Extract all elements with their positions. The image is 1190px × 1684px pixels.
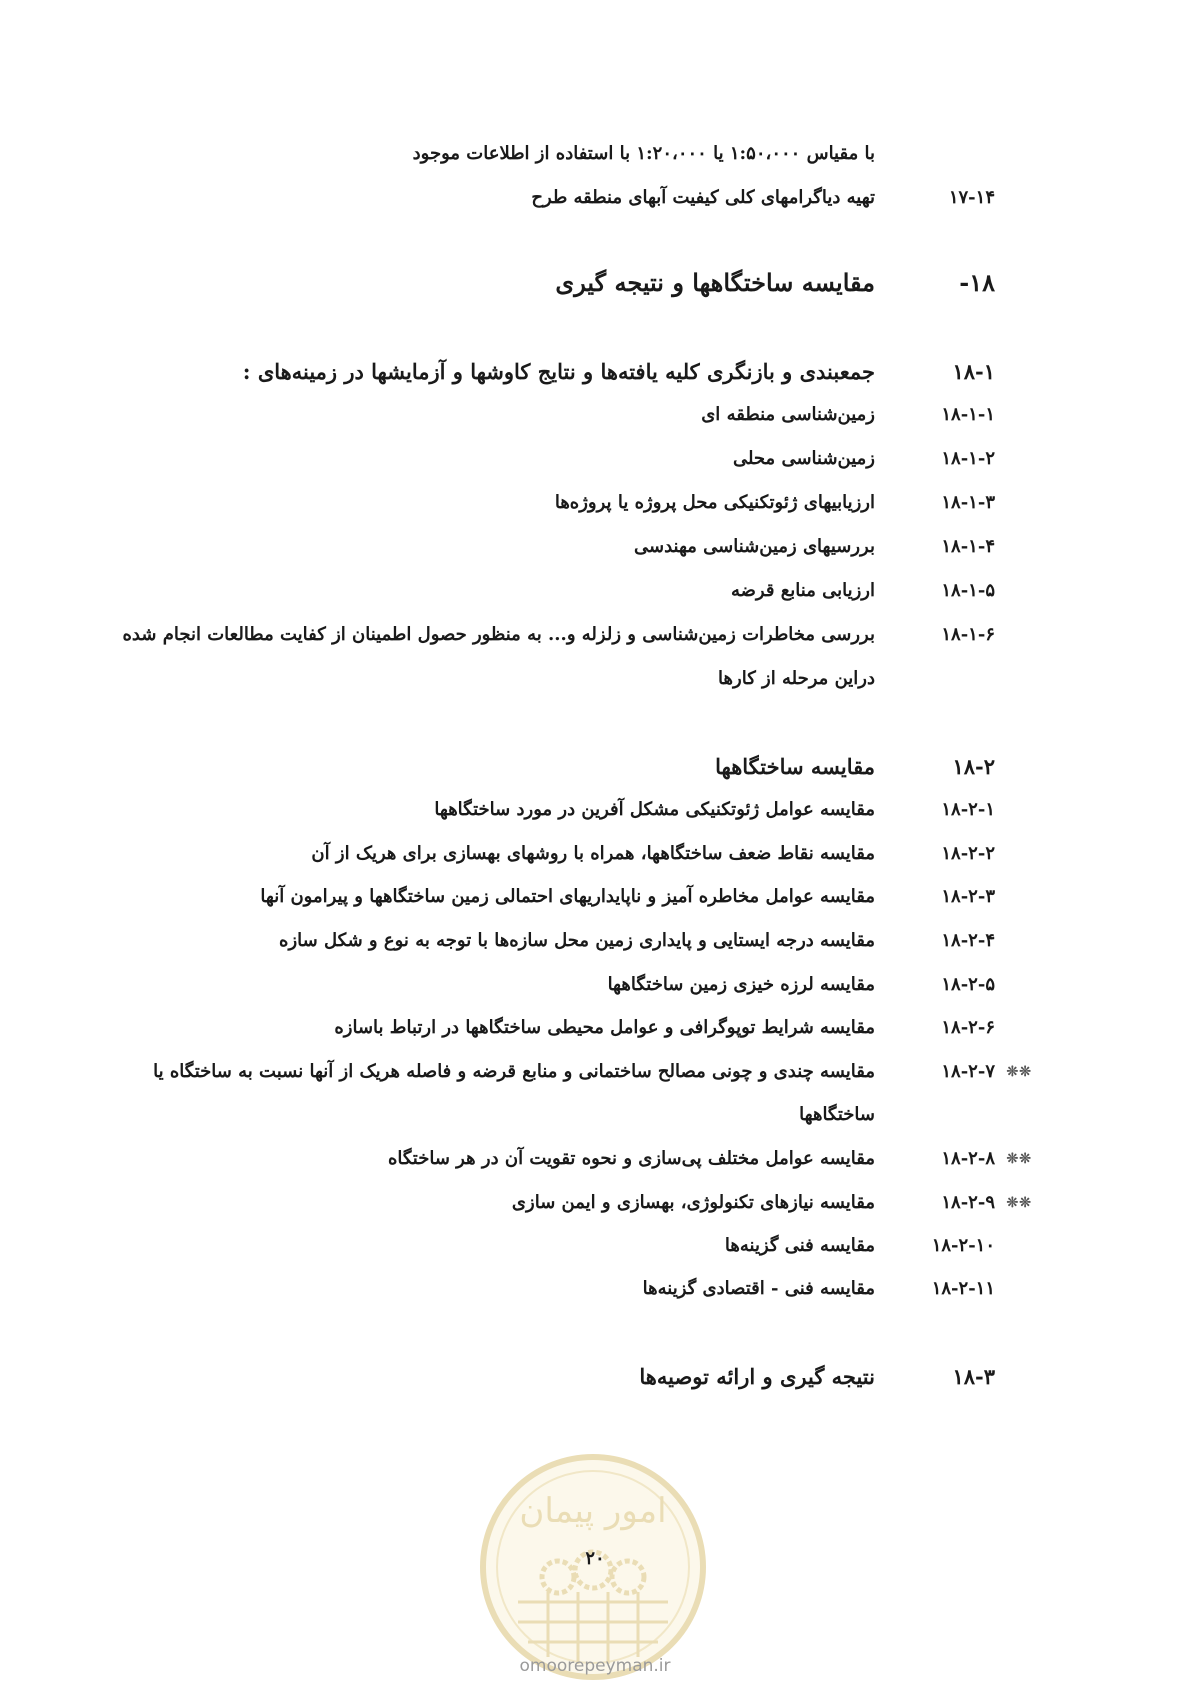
list-item [0,574,1190,608]
item-number: ۱۸-۱-۵ [941,580,995,601]
item-text: مقایسه نقاط ضعف ساختگاهها، همراه با روشهای بهسازی برای هریک از آن [311,843,875,864]
list-item [0,793,1190,827]
list-item [0,1229,1190,1263]
item-number: ۱۸-۱-۱ [941,404,995,425]
item-text: مقایسه فنی گزینه‌ها [724,1235,875,1256]
svg-text:امور پیمان: امور پیمان [519,1491,667,1531]
list-item [0,1186,1190,1220]
section-number: ۱۸- [959,268,995,297]
list-item [0,1055,1190,1089]
item-number: ۱۸-۲-۱ [941,799,995,820]
list-item-continuation [0,1098,1190,1132]
item-text: مقایسه شرایط توپوگرافی و عوامل محیطی ساختگاهها در ارتباط باسازه [334,1017,875,1038]
item-number: ۱۸-۱-۶ [941,624,995,645]
item-number: ۱۷-۱۴ [948,187,995,208]
item-text: بررسیهای زمین‌شناسی مهندسی [633,536,875,557]
page-number: ۲۰ [585,1548,605,1569]
list-item [0,880,1190,914]
list-item [0,181,1190,215]
item-text: مقایسه عوامل ژئوتکنیکی مشکل آفرین در مورد ساختگاهها [434,799,875,820]
subsection-heading [0,355,1190,389]
list-item [0,968,1190,1002]
item-number: ۱۸-۲-۷ [941,1061,995,1082]
list-item-continuation [0,662,1190,696]
item-number: ۱۸-۲-۵ [941,974,995,995]
item-text: مقایسه عوامل مختلف پی‌سازی و نحوه تقویت آن در هر ساختگاه [387,1148,875,1169]
subsection-title: مقایسه ساختگاهها [715,754,875,779]
asterisk-mark: ❊❊ [1006,1151,1032,1167]
item-text: مقایسه فنی - اقتصادی گزینه‌ها [642,1278,875,1299]
subsection-title: نتیجه گیری و ارائه توصیه‌ها [639,1364,875,1389]
item-text: زمین‌شناسی محلی [732,448,875,469]
item-text: زمین‌شناسی منطقه ای [701,404,875,425]
subsection-number: ۱۸-۱ [952,359,995,384]
list-item [0,1011,1190,1045]
watermark-site: omoorepeyman.ir [519,1656,671,1676]
item-text: ساختگاهها [799,1104,875,1125]
list-item [0,924,1190,958]
text-line [0,137,1190,171]
item-number: ۱۸-۲-۶ [941,1017,995,1038]
subsection-title: جمعبندی و بازنگری کلیه یافته‌ها و نتایج کاوشها و آزمایشها در زمینه‌های : [242,359,875,384]
item-number: ۱۸-۲-۱۰ [931,1235,995,1256]
item-number: ۱۸-۲-۴ [941,930,995,951]
item-number: ۱۸-۲-۲ [941,843,995,864]
item-number: ۱۸-۲-۹ [941,1192,995,1213]
list-item [0,1142,1190,1176]
list-item [0,486,1190,520]
item-text: مقایسه عوامل مخاطره آمیز و ناپایداریهای احتمالی زمین ساختگاهها و پیرامون آنها [260,886,875,907]
subsection-number: ۱۸-۲ [952,754,995,779]
item-text: تهیه دیاگرامهای کلی کیفیت آبهای منطقه طرح [531,187,875,208]
section-title: مقایسه ساختگاهها و نتیجه گیری [555,268,875,297]
asterisk-mark: ❊❊ [1006,1195,1032,1211]
asterisk-mark: ❊❊ [1006,1064,1032,1080]
item-number: ۱۸-۱-۳ [941,492,995,513]
item-text: دراین مرحله از کارها [718,668,875,689]
list-item [0,837,1190,871]
item-number: ۱۸-۲-۳ [941,886,995,907]
list-item [0,1272,1190,1306]
item-number: ۱۸-۱-۴ [941,536,995,557]
item-text: ارزیابی منابع قرضه [730,580,875,601]
item-text: بررسی مخاطرات زمین‌شناسی و زلزله و... به منظور حصول اطمینان از کفایت مطالعات انجام شده [122,624,875,645]
list-item [0,530,1190,564]
line-text: با مقیاس ۱:۵۰،۰۰۰ یا ۱:۲۰،۰۰۰ با استفاده از اطلاعات موجود [412,143,875,164]
item-text: مقایسه درجه ایستایی و پایداری زمین محل سازه‌ها با توجه به نوع و شکل سازه [279,930,875,951]
list-item [0,618,1190,652]
item-number: ۱۸-۱-۲ [941,448,995,469]
item-text: مقایسه چندی و چونی مصالح ساختمانی و منابع قرضه و فاصله هریک از آنها نسبت به ساختگاه یا [153,1061,875,1082]
list-item [0,398,1190,432]
item-number: ۱۸-۲-۸ [941,1148,995,1169]
subsection-number: ۱۸-۳ [952,1364,995,1389]
item-text: مقایسه لرزه خیزی زمین ساختگاهها [607,974,875,995]
subsection-heading [0,750,1190,784]
subsection-heading [0,1360,1190,1394]
list-item [0,442,1190,476]
section-heading [0,266,1190,300]
item-text: ارزیابیهای ژئوتکنیکی محل پروژه یا پروژه‌ها [554,492,875,513]
item-text: مقایسه نیازهای تکنولوژی، بهسازی و ایمن سازی [511,1192,875,1213]
item-number: ۱۸-۲-۱۱ [931,1278,995,1299]
